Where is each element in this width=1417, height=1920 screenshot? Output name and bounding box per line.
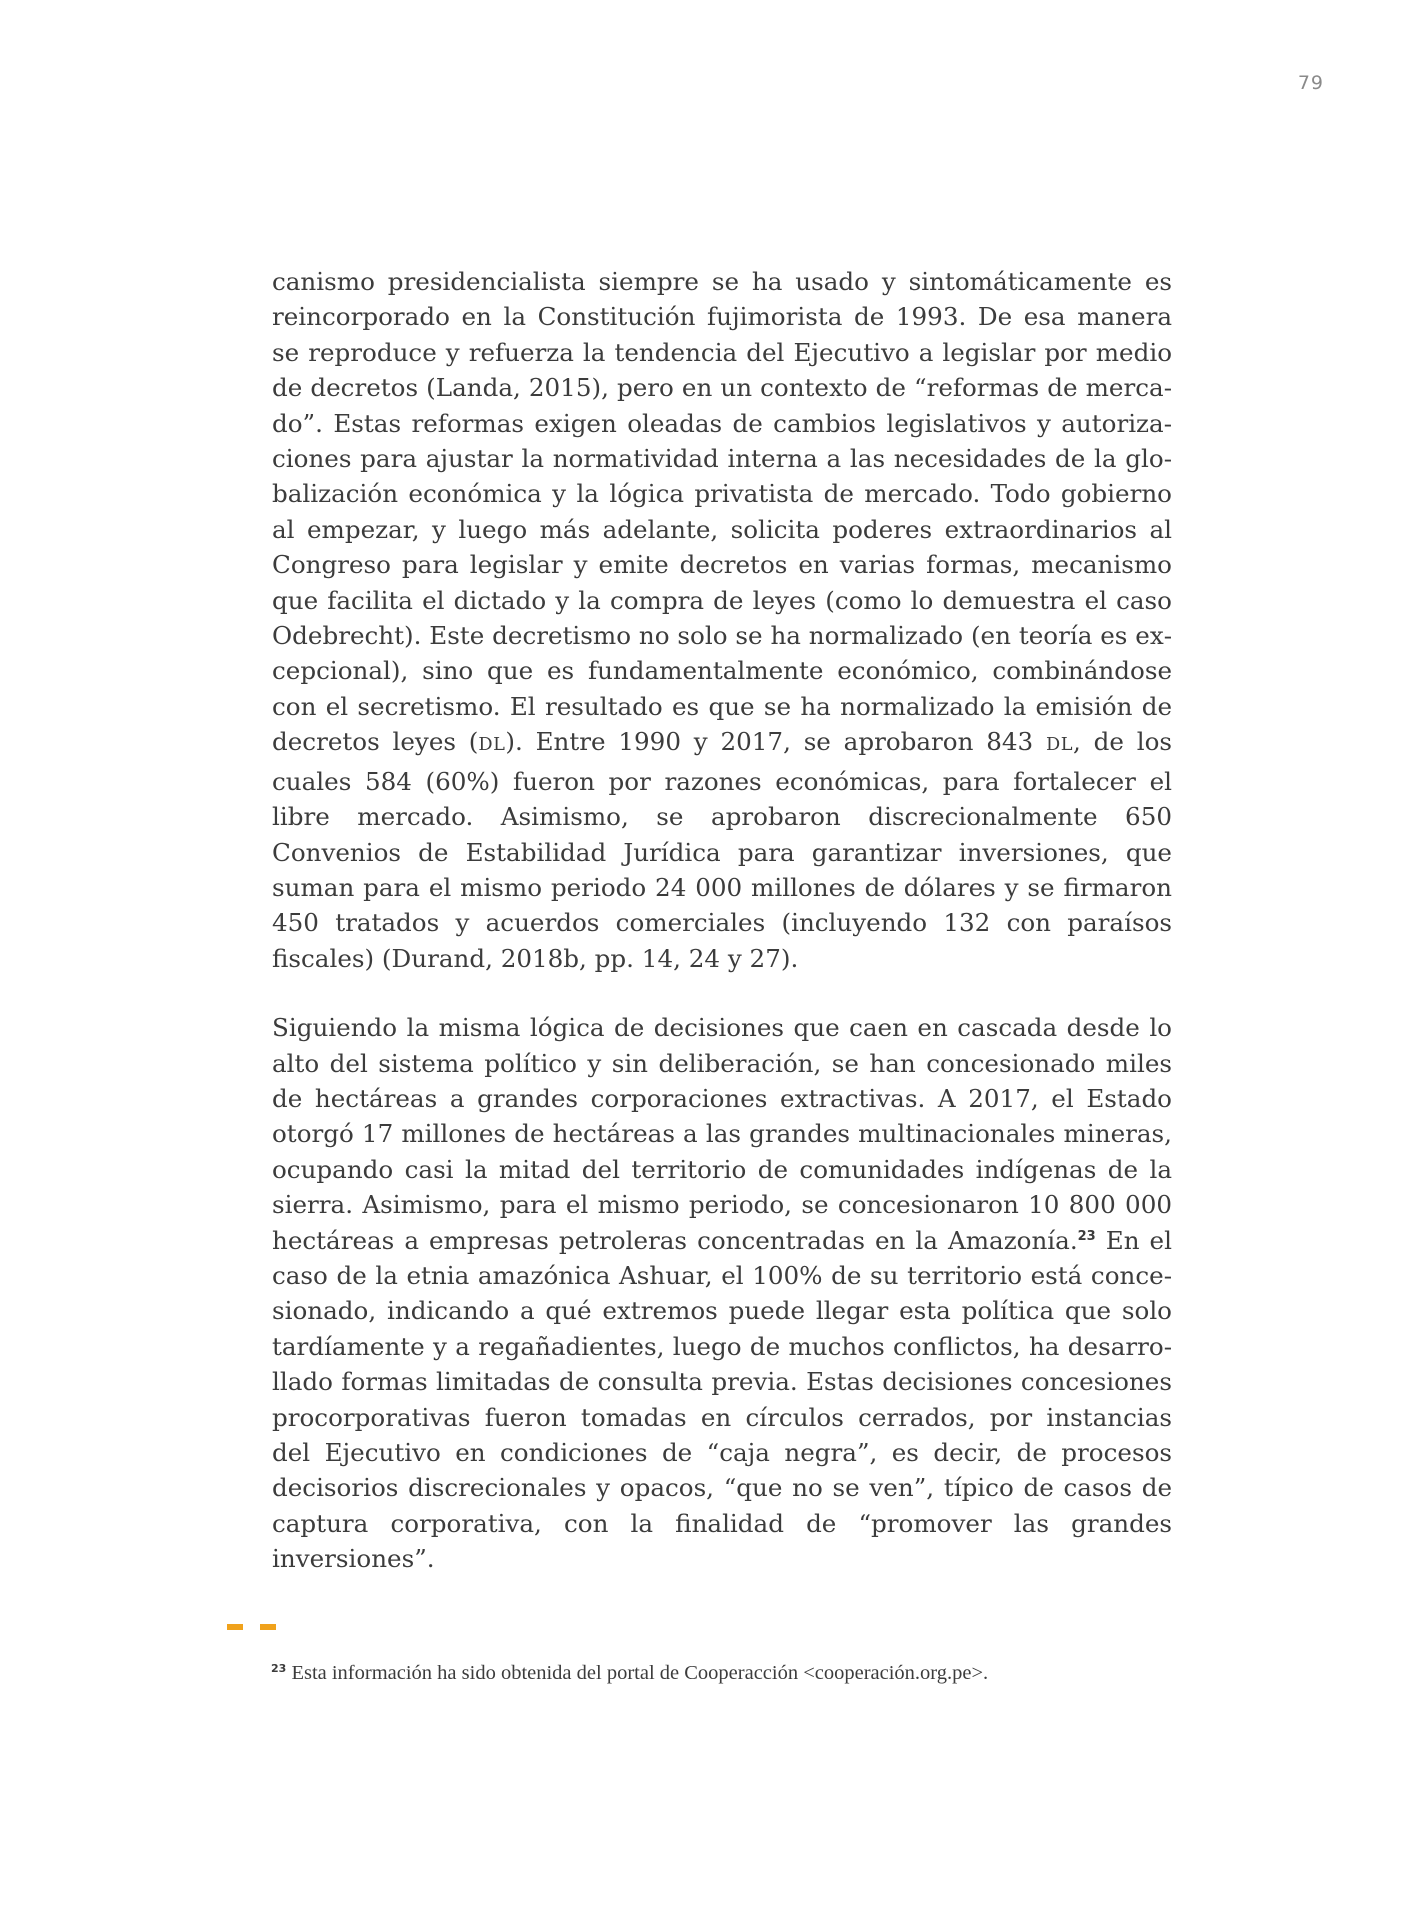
paragraph-2 <box>272 1010 1172 1577</box>
footnote-reference[interactable]: 23 <box>1077 1228 1096 1244</box>
footnote <box>271 1660 988 1686</box>
paragraph-1-text-b: ). Entre 1990 y 2017, se aprobaron 843 <box>505 727 1047 757</box>
abbreviation-dl: DL <box>1046 735 1073 756</box>
footnote-number: 23 <box>271 1662 287 1675</box>
separator-dash <box>227 1624 243 1630</box>
body-text <box>272 264 1172 1577</box>
paragraph-1-text-c: , de los cuales 584 (60%) fueron por razones económicas, para fortalecer el libre mercado. Asimismo, se aprobaron discrecionalmente 650 Convenios de Estabilidad Jurídica para garantizar inversiones, que suman para el mismo periodo 24 000 millones de dólares y se firmaron 450 tratados y acuerdos comerciales (incluyendo 132 con paraísos fiscales) (Durand, 2018b, pp. 14, 24 y 27). <box>272 727 1172 973</box>
footnote-text: Esta información ha sido obtenida del portal de Cooperacción <cooperación.org.pe>. <box>286 1662 989 1684</box>
abbreviation-dl: DL <box>478 735 506 756</box>
paragraph-2-text-b: En el caso de la etnia amazónica Ashuar, el 100% de su territorio está concesionado, indicando a qué extremos puede llegar esta política que solo tardíamente y a regañadientes, luego de muchos conflictos, ha desarrollado formas limitadas de consulta previa. Estas decisiones concesiones procorporativas fueron tomadas en círculos cerrados, por instancias del Ejecutivo en condiciones de “caja negra”, es decir, de procesos decisorios discrecionales y opacos, “que no se ven”, típico de casos de captura corporativa, con la finalidad de “promover las grandes inversiones”. <box>272 1225 1172 1574</box>
footnote-separator <box>227 1624 276 1630</box>
paragraph-1-text-a: canismo presidencialista siempre se ha usado y sintomáticamente es reincorporado en la Constitución fujimorista de 1993. De esa manera se reproduce y refuerza la tendencia del Ejecutivo a legislar por medio de decretos (Landa, 2015), pero en un contexto de “reformas de mercado”. Estas reformas exigen oleadas de cambios legislativos y autorizaciones para ajustar la normatividad interna a las necesidades de la globalización económica y la lógica privatista de mercado. Todo gobierno al empezar, y luego más adelante, solicita poderes extraordinarios al Congreso para legislar y emite decretos en varias formas, mecanismo que facilita el dictado y la compra de leyes (como lo demuestra el caso Odebrecht). Este decretismo no solo se ha normalizado (en teoría es excepcional), sino que es fundamentalmente económico, combinándose con el secretismo. El resultado es que se ha normalizado la emisión de decretos leyes ( <box>272 267 1172 757</box>
paragraph-1 <box>272 264 1172 976</box>
page-number: 79 <box>1297 72 1324 94</box>
paragraph-2-text-a: Siguiendo la misma lógica de decisiones que caen en cascada desde lo alto del sistema político y sin deliberación, se han concesionado miles de hectáreas a grandes corporaciones extractivas. A 2017, el Estado otorgó 17 millones de hectáreas a las grandes multinacionales mineras, ocupando casi la mitad del territorio de comunidades indígenas de la sierra. Asimismo, para el mismo periodo, se concesionaron 10 800 000 hectáreas a empresas petroleras concentradas en la Amazonía. <box>272 1013 1172 1255</box>
separator-dash <box>260 1624 276 1630</box>
